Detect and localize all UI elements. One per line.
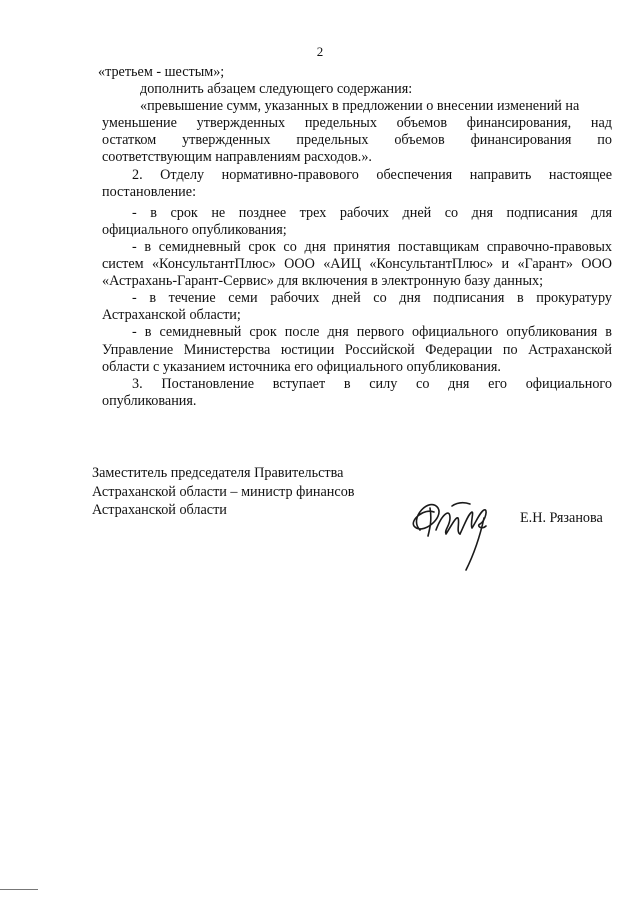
document-body [98, 64, 612, 410]
body-line: «Астрахань-Гарант-Сервис» для включения в электронную базу данных; [102, 273, 544, 290]
footer-divider [0, 889, 38, 890]
signer-name: Е.Н. Рязанова [520, 510, 603, 526]
body-line: 3. Постановление вступает в силу со дня его официального [132, 375, 612, 392]
signer-title-line: Астраханской области – министр финансов [92, 483, 355, 500]
body-line: постановление: [102, 183, 197, 200]
handwritten-signature [400, 478, 510, 578]
body-line: Астраханской области; [102, 307, 241, 324]
signer-title-line: Заместитель председателя Правительства [92, 465, 344, 481]
body-line: уменьшение утвержденных предельных объемов финансирования, над [102, 115, 612, 132]
signer-title [92, 464, 355, 520]
body-line: опубликования. [102, 392, 197, 409]
body-line: «третьем - шестым»; [98, 64, 225, 80]
page-number: 2 [316, 44, 324, 59]
body-line: Управление Министерства юстиции Российской Федерации по Астраханской [102, 341, 612, 358]
body-line: «превышение сумм, указанных в предложении о внесении изменений на [140, 98, 580, 115]
body-line: дополнить абзацем следующего содержания: [140, 81, 413, 98]
body-line: систем «КонсультантПлюс» ООО «АИЦ «КонсультантПлюс» и «Гарант» ООО [102, 256, 612, 273]
body-line: соответствующим направлениям расходов.». [102, 149, 372, 166]
body-line: - в семидневный срок после дня первого официального опубликования в [132, 324, 612, 341]
body-line: остатком утвержденных предельных объемов финансирования по [102, 132, 612, 149]
body-line: - в срок не позднее трех рабочих дней со дня подписания для [132, 204, 612, 221]
body-line: официального опубликования; [102, 221, 287, 238]
body-line: области с указанием источника его официального опубликования. [102, 358, 501, 375]
signer-title-line: Астраханской области [92, 502, 227, 518]
body-line: - в течение семи рабочих дней со дня подписания в прокуратуру [132, 290, 612, 307]
body-line: - в семидневный срок со дня принятия поставщикам справочно-правовых [132, 238, 612, 255]
body-line: 2. Отделу нормативно-правового обеспечения направить настоящее [132, 166, 612, 183]
